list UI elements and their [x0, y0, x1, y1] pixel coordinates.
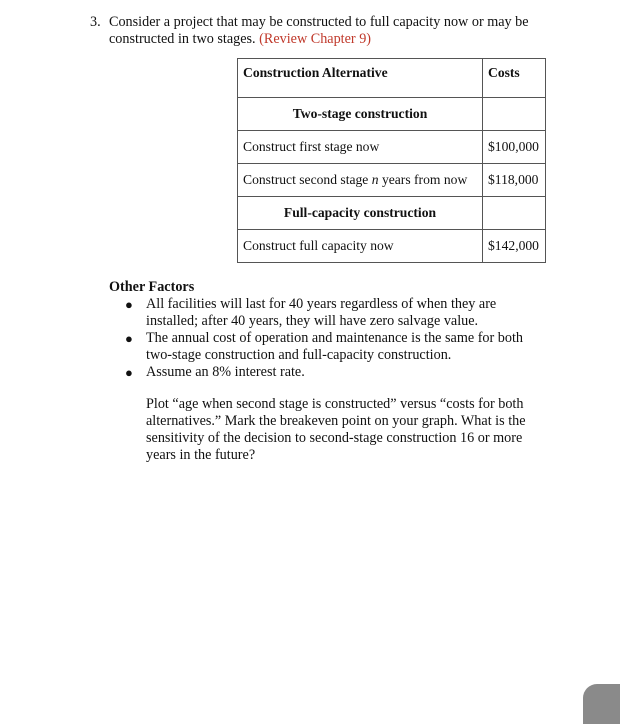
header-alternative: Construction Alternative: [238, 59, 483, 98]
scroll-corner-button[interactable]: [583, 684, 620, 724]
cost-cell: [483, 98, 546, 131]
section-full-capacity: Full-capacity construction: [238, 197, 483, 230]
plot-instructions: Plot “age when second stage is constructed” versus “costs for both alternatives.” Mark the breakeven point on your graph. What is the sensitivity of the decision to second-stage construction 16 or more years in the future?: [146, 396, 526, 463]
row-label-prefix: Construct second stage: [243, 172, 372, 187]
table-row: [238, 230, 546, 263]
row-label-variable: n: [371, 172, 379, 187]
row-label-suffix: years from now: [378, 172, 468, 187]
problem-number: 3.: [90, 14, 101, 30]
construction-alternatives-table: [237, 58, 546, 263]
table-row: [238, 197, 546, 230]
section-two-stage: Two-stage construction: [238, 98, 483, 131]
bullet-icon: ●: [125, 365, 133, 380]
cost-cell: $142,000: [483, 230, 546, 263]
other-factors-heading: Other Factors: [109, 279, 195, 295]
list-item: [109, 296, 529, 330]
table-row: [238, 164, 546, 197]
table-header-row: [238, 59, 546, 98]
other-factors: [109, 279, 529, 381]
header-costs: Costs: [483, 59, 546, 98]
cost-cell: $100,000: [483, 131, 546, 164]
row-label: Construct first stage now: [238, 131, 483, 164]
row-label: [238, 164, 483, 197]
row-label: Construct full capacity now: [238, 230, 483, 263]
factor-text: The annual cost of operation and maintenance is the same for both two-stage construction and full-capacity construction.: [146, 330, 524, 363]
chapter-reference: (Review Chapter 9): [259, 31, 372, 47]
cost-cell: $118,000: [483, 164, 546, 197]
cost-cell: [483, 197, 546, 230]
problem-text: [109, 14, 530, 48]
list-item: [109, 330, 529, 364]
factor-text: All facilities will last for 40 years regardless of when they are installed; after 40 years, they will have zero salvage value.: [146, 296, 497, 329]
factor-text: Assume an 8% interest rate.: [146, 364, 305, 380]
table-row: [238, 98, 546, 131]
factors-list: [109, 296, 529, 381]
table-row: [238, 131, 546, 164]
list-item: [109, 364, 529, 381]
bullet-icon: ●: [125, 297, 133, 312]
problem-description: Consider a project that may be constructed to full capacity now or may be constructed in two stages.: [109, 14, 529, 47]
bullet-icon: ●: [125, 331, 133, 346]
problem-statement: [90, 14, 530, 48]
